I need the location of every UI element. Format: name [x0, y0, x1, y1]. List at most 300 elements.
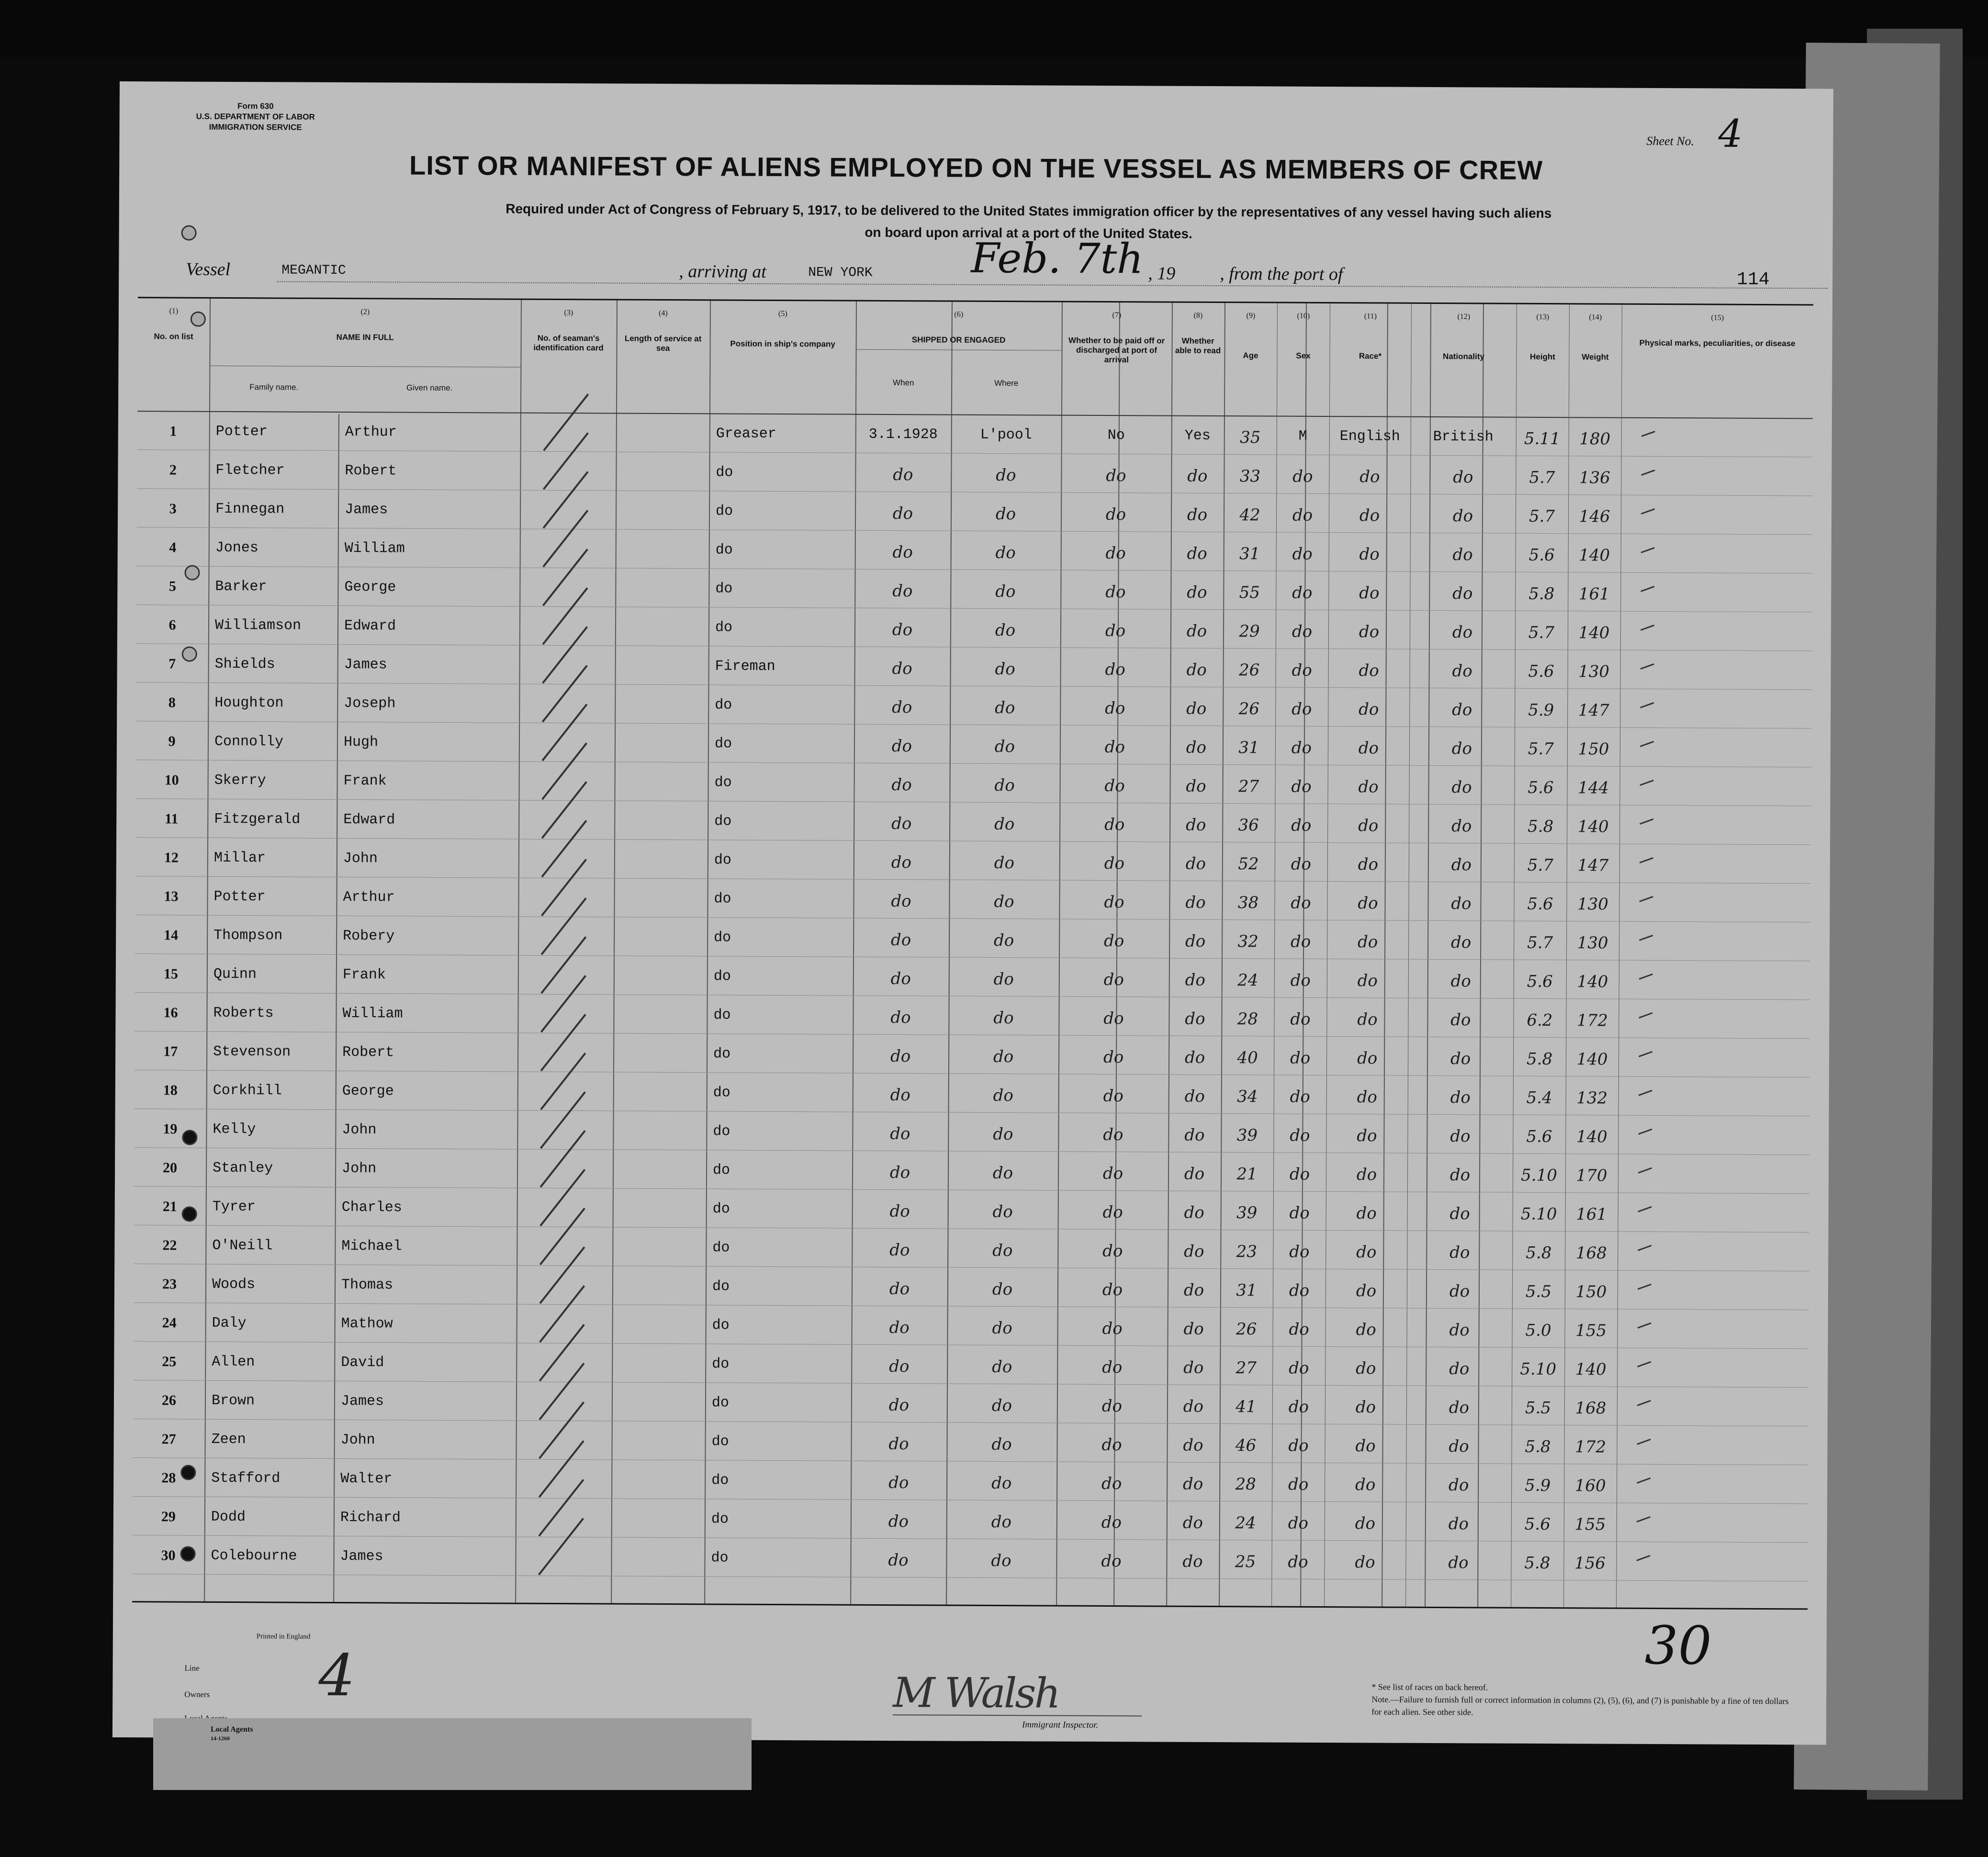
able-to-read: do: [1183, 1319, 1204, 1339]
age: 55: [1239, 583, 1260, 603]
inspector-signature: M Walsh: [893, 1669, 1059, 1718]
column-number: (2): [360, 308, 370, 316]
column-number: (5): [778, 310, 787, 318]
weight: 161: [1576, 1205, 1607, 1224]
weight: 161: [1578, 584, 1610, 604]
weight: 170: [1576, 1166, 1607, 1186]
sex: do: [1290, 1048, 1311, 1068]
nationality: do: [1449, 1320, 1470, 1340]
paid-off: do: [1103, 970, 1124, 990]
row-number: 28: [161, 1470, 176, 1486]
race: do: [1359, 700, 1379, 719]
shipped-when: do: [892, 504, 913, 524]
height: 5.8: [1526, 1049, 1553, 1069]
position: Fireman: [715, 658, 775, 675]
race: do: [1355, 1398, 1376, 1417]
height: 5.6: [1528, 545, 1555, 565]
id-card-header: No. of seaman's identification card: [533, 333, 604, 353]
nationality: do: [1448, 1514, 1469, 1534]
row-number: 24: [162, 1315, 177, 1331]
family-name: Quinn: [213, 966, 257, 983]
footer-notes: [1371, 1680, 1793, 1720]
shipped-where: do: [992, 1241, 1013, 1261]
length-service-header: Length of service at sea: [624, 334, 702, 353]
given-name: Robery: [343, 928, 395, 945]
paid-off: do: [1103, 1047, 1124, 1067]
physical-marks-tick: [1641, 431, 1655, 437]
able-to-read: do: [1184, 1125, 1205, 1145]
shipped-when: do: [888, 1473, 909, 1493]
given-name: Frank: [343, 773, 387, 790]
age: 39: [1236, 1126, 1258, 1145]
year-label: , 19: [1148, 263, 1176, 284]
weight: 140: [1576, 1050, 1608, 1069]
paid-off: do: [1104, 815, 1125, 835]
row-number: 9: [168, 733, 176, 750]
nationality: do: [1452, 661, 1472, 681]
family-name: Fitzgerald: [214, 811, 301, 828]
able-to-read: do: [1186, 776, 1206, 796]
given-name: Arthur: [345, 424, 397, 441]
row-rule: [133, 1496, 1808, 1504]
row-number: 21: [162, 1198, 177, 1215]
position: do: [711, 1433, 729, 1450]
physical-marks-tick: [1639, 1090, 1652, 1096]
family-name: Millar: [213, 850, 266, 867]
shipped-when: do: [888, 1396, 910, 1415]
weight: 132: [1576, 1088, 1608, 1108]
able-to-read: do: [1186, 660, 1207, 680]
race: do: [1357, 1087, 1377, 1107]
row-rule: [135, 1070, 1810, 1077]
row-number: 8: [168, 694, 176, 711]
sex: do: [1289, 1281, 1310, 1300]
row-rule: [133, 1419, 1808, 1426]
shipped-when: do: [888, 1551, 909, 1570]
race: do: [1358, 816, 1379, 836]
race: do: [1359, 622, 1380, 642]
nationality: do: [1450, 1127, 1471, 1146]
shipped-when: do: [890, 1047, 911, 1066]
printed-note: Printed in England: [256, 1633, 311, 1641]
age: 21: [1236, 1164, 1258, 1184]
race: do: [1356, 1165, 1377, 1185]
paid-off: do: [1101, 1396, 1123, 1416]
sex: do: [1292, 622, 1313, 641]
able-to-read: do: [1183, 1280, 1204, 1300]
paid-off: do: [1103, 1086, 1123, 1106]
sex: do: [1289, 1242, 1310, 1262]
family-name: Zeen: [211, 1431, 246, 1448]
able-to-read: do: [1185, 970, 1206, 990]
where-header: Where: [994, 378, 1019, 388]
age: 32: [1237, 932, 1258, 951]
paid-off: do: [1104, 737, 1125, 757]
paid-off: do: [1101, 1551, 1122, 1571]
given-name: Hugh: [343, 734, 379, 751]
punch-hole: [181, 225, 197, 241]
row-rule: [135, 992, 1810, 1000]
sex: do: [1289, 1358, 1309, 1378]
family-name: Brown: [211, 1392, 255, 1410]
able-to-read: do: [1184, 1048, 1205, 1067]
family-name: Skerry: [214, 772, 266, 789]
given-name: John: [342, 1122, 377, 1139]
position: do: [714, 852, 732, 869]
punch-hole: [180, 1465, 196, 1480]
able-to-read: do: [1185, 931, 1206, 951]
paid-off: do: [1104, 776, 1125, 796]
nationality: do: [1449, 1282, 1470, 1301]
shipped-where: do: [992, 1279, 1013, 1299]
shipped-when: do: [891, 775, 912, 795]
position: do: [713, 1007, 731, 1024]
able-to-read: Yes: [1184, 427, 1211, 444]
sex: do: [1288, 1475, 1309, 1494]
physical-marks-tick: [1639, 935, 1653, 941]
row-rule: [135, 837, 1811, 845]
paid-off: do: [1101, 1474, 1122, 1494]
height: 5.9: [1525, 1476, 1551, 1496]
row-rule: [135, 1108, 1810, 1116]
handwritten-line-mark: 4: [318, 1642, 356, 1710]
given-name: Robert: [342, 1044, 394, 1061]
row-number: 29: [161, 1509, 176, 1525]
race: English: [1339, 428, 1400, 445]
given-name: James: [344, 657, 387, 673]
sex: do: [1291, 854, 1312, 874]
family-name-header: Family name.: [249, 382, 299, 392]
family-name: Allen: [212, 1354, 255, 1371]
family-name: Thompson: [213, 927, 283, 944]
race-header: Race*: [1359, 351, 1382, 361]
physical-marks-tick: [1637, 1361, 1651, 1367]
column-rule: [1405, 304, 1412, 1607]
race: do: [1355, 1436, 1376, 1456]
family-name: Shields: [214, 656, 275, 673]
shipped-where: do: [992, 1202, 1013, 1222]
row-rule: [133, 1535, 1808, 1543]
sheet-number: 4: [1718, 111, 1743, 156]
physical-marks-tick: [1640, 625, 1654, 631]
shipped-when: do: [890, 969, 911, 989]
given-name: James: [340, 1548, 383, 1565]
row-number: 6: [168, 617, 176, 633]
row-rule: [134, 1225, 1809, 1232]
sex: do: [1292, 544, 1313, 564]
vessel-label: Vessel: [186, 259, 231, 280]
physical-marks-tick: [1640, 663, 1654, 670]
service: IMMIGRATION SERVICE: [209, 122, 302, 132]
row-rule: [137, 449, 1813, 457]
shipped-where: do: [993, 1085, 1013, 1106]
given-name: Joseph: [344, 695, 396, 712]
row-number: 19: [163, 1121, 178, 1137]
row-number: 25: [162, 1354, 177, 1370]
race: do: [1359, 506, 1380, 526]
race: do: [1357, 1126, 1377, 1146]
column-number: (8): [1193, 311, 1203, 320]
given-name: James: [340, 1393, 384, 1410]
arrival-date-handwritten: Feb. 7th: [971, 234, 1144, 283]
nationality-header: Nationality: [1443, 352, 1485, 361]
paid-off: do: [1102, 1357, 1123, 1377]
nationality: do: [1451, 855, 1472, 875]
position: Greaser: [716, 425, 776, 442]
list-number: 114: [1737, 269, 1770, 291]
shipped-where: do: [993, 1008, 1014, 1028]
family-name: Roberts: [213, 1005, 274, 1022]
shipped-when: do: [891, 853, 912, 873]
shipped-when: do: [888, 1512, 909, 1532]
name-sub-rule: [209, 366, 520, 368]
age: 31: [1238, 738, 1259, 758]
paid-off: do: [1105, 660, 1125, 680]
column-rule: [1511, 304, 1517, 1607]
family-name: Finnegan: [215, 501, 285, 518]
weight: 130: [1577, 895, 1609, 914]
age: 33: [1239, 467, 1261, 486]
vessel-line: [119, 234, 1832, 300]
physical-marks-tick: [1637, 1400, 1651, 1406]
shipped-when: do: [888, 1434, 909, 1454]
row-rule: [134, 1264, 1809, 1271]
height: 5.11: [1524, 429, 1561, 449]
age: 31: [1239, 544, 1260, 564]
column-number: (4): [659, 309, 668, 317]
age: 27: [1238, 777, 1259, 796]
position: do: [711, 1511, 729, 1528]
position: do: [713, 1123, 730, 1140]
column-number: (3): [564, 309, 573, 317]
shipped-where: do: [991, 1512, 1012, 1532]
race: do: [1356, 1242, 1377, 1262]
position: do: [713, 968, 731, 985]
height: 5.7: [1528, 506, 1555, 526]
weight: 130: [1578, 662, 1610, 682]
row-number: 18: [163, 1082, 178, 1098]
punch-hole: [180, 1546, 196, 1562]
position: do: [714, 736, 732, 752]
weight: 144: [1578, 778, 1609, 798]
race: do: [1359, 661, 1379, 681]
position: do: [715, 697, 732, 714]
height: 5.7: [1527, 933, 1553, 953]
inspector-label: Immigrant Inspector.: [1022, 1720, 1099, 1730]
height: 5.7: [1527, 855, 1553, 875]
nationality: British: [1433, 428, 1494, 446]
sex: do: [1291, 893, 1311, 913]
physical-marks-tick: [1640, 586, 1654, 592]
given-name: Mathow: [341, 1316, 393, 1332]
row-rule: [136, 682, 1812, 690]
height: 5.10: [1520, 1204, 1557, 1224]
family-name: Dodd: [211, 1509, 246, 1526]
age: 28: [1237, 1009, 1258, 1029]
height: 5.6: [1528, 778, 1554, 798]
height: 5.8: [1525, 1437, 1551, 1457]
paid-off: do: [1102, 1241, 1123, 1261]
owners-label: Owners: [184, 1689, 210, 1699]
nationality: do: [1449, 1437, 1469, 1456]
form-heading: [196, 101, 315, 133]
given-name: John: [340, 1432, 375, 1449]
position: do: [713, 1046, 731, 1063]
header-rule: [137, 411, 1813, 419]
age: 40: [1237, 1048, 1258, 1068]
row-number: 23: [162, 1276, 177, 1292]
weight: 156: [1574, 1554, 1606, 1573]
able-to-read: do: [1187, 582, 1207, 602]
row-rule: [134, 1147, 1809, 1155]
row-number: 12: [164, 850, 179, 866]
height: 5.6: [1528, 661, 1554, 682]
race: do: [1356, 1320, 1376, 1340]
sex: do: [1291, 816, 1312, 835]
row-number: 14: [164, 927, 179, 943]
able-to-read: do: [1184, 1164, 1205, 1184]
weight: 168: [1575, 1243, 1607, 1263]
nationality: do: [1452, 584, 1473, 604]
height: 5.6: [1527, 894, 1553, 914]
race: do: [1357, 1049, 1378, 1068]
arriving-label: , arriving at: [679, 261, 766, 282]
race: do: [1355, 1475, 1376, 1495]
shipped-where: do: [995, 504, 1016, 524]
weight: 172: [1575, 1437, 1606, 1457]
row-number: 11: [165, 811, 179, 827]
given-name: James: [345, 502, 388, 518]
age: 36: [1238, 816, 1259, 835]
height: 5.10: [1520, 1359, 1557, 1379]
family-name: Barker: [215, 578, 267, 595]
height-header: Height: [1530, 352, 1555, 362]
sex: do: [1289, 1203, 1310, 1223]
column-number: (13): [1536, 313, 1550, 322]
shipped-sub-rule: [856, 349, 1062, 351]
nationality: do: [1449, 1204, 1470, 1224]
age: 27: [1235, 1358, 1257, 1378]
paid-off: do: [1105, 543, 1126, 563]
sex: do: [1288, 1436, 1309, 1455]
shipped-when: do: [890, 1124, 910, 1144]
row-number: 10: [164, 772, 179, 788]
nationality: do: [1452, 506, 1473, 526]
shipped-when: do: [893, 465, 913, 485]
paid-off: do: [1106, 466, 1126, 486]
shipped-where: do: [994, 892, 1014, 912]
position-header: Position in ship's company: [730, 339, 835, 349]
shipped-when: do: [890, 1008, 911, 1028]
row-number: 30: [161, 1547, 176, 1564]
race: do: [1358, 894, 1378, 913]
age: 29: [1239, 622, 1260, 641]
row-number: 2: [169, 462, 177, 478]
when-header: When: [893, 378, 914, 388]
nationality: do: [1451, 894, 1471, 914]
age: 46: [1235, 1436, 1257, 1455]
column-number: (11): [1364, 312, 1377, 321]
weight: 160: [1574, 1476, 1606, 1496]
from-port-label: , from the port of: [1220, 264, 1343, 285]
weight: 172: [1576, 1011, 1608, 1030]
shipped-when: do: [892, 582, 913, 601]
shipped-when: do: [891, 737, 912, 756]
nationality: do: [1450, 1010, 1471, 1030]
row-number: 1: [169, 423, 177, 439]
paid-off: do: [1104, 853, 1125, 873]
race: do: [1358, 777, 1379, 797]
column-rule: [204, 299, 211, 1601]
weight: 140: [1578, 623, 1610, 643]
sex: do: [1288, 1513, 1309, 1533]
column-rule: [850, 302, 857, 1604]
shipped-when: do: [889, 1279, 910, 1299]
weight: 155: [1575, 1321, 1607, 1341]
shipped-where: do: [992, 1357, 1012, 1377]
family-name: Colebourne: [211, 1547, 297, 1565]
column-rule: [1616, 305, 1622, 1608]
column-number: (1): [169, 307, 179, 315]
physical-marks-tick: [1641, 470, 1655, 476]
able-to-read: do: [1187, 505, 1208, 525]
family-name: Jones: [215, 539, 258, 557]
scan-background: [0, 0, 1988, 57]
able-to-read: do: [1186, 621, 1207, 641]
physical-marks-tick: [1639, 896, 1653, 902]
sex: do: [1290, 971, 1311, 990]
sex: do: [1292, 467, 1313, 486]
sex: do: [1288, 1552, 1308, 1572]
weight: 136: [1579, 468, 1610, 488]
able-to-read: do: [1183, 1358, 1204, 1377]
age: 23: [1236, 1242, 1258, 1262]
given-name: George: [342, 1083, 394, 1100]
row-number: 17: [163, 1043, 178, 1060]
paid-off: do: [1102, 1319, 1123, 1339]
shipped-when: do: [892, 620, 913, 640]
row-number: 5: [168, 578, 176, 594]
shipped-where: do: [992, 1318, 1012, 1338]
family-name: O'Neill: [212, 1237, 273, 1254]
given-name-header: Given name.: [406, 383, 453, 393]
height: 5.8: [1526, 1243, 1552, 1263]
family-name: Woods: [212, 1276, 256, 1293]
given-name: Richard: [340, 1510, 401, 1526]
nationality: do: [1450, 1049, 1471, 1069]
family-name: Daly: [212, 1315, 247, 1332]
able-to-read: do: [1185, 893, 1206, 912]
nationality: do: [1452, 545, 1473, 565]
weight: 140: [1577, 817, 1609, 837]
shipped-where: do: [994, 853, 1015, 873]
age-header: Age: [1243, 351, 1258, 360]
paid-off: do: [1102, 1280, 1123, 1300]
row-rule: [136, 721, 1811, 728]
able-to-read: do: [1186, 738, 1207, 757]
sex: do: [1288, 1397, 1309, 1417]
physical-marks-tick: [1638, 1206, 1652, 1212]
able-to-read: do: [1182, 1513, 1203, 1533]
row-number: 20: [163, 1160, 178, 1176]
height: 5.8: [1528, 817, 1554, 837]
height: 5.6: [1527, 972, 1553, 992]
able-to-read: do: [1184, 1203, 1204, 1222]
physical-marks-header: Physical marks, peculiarities, or disease: [1639, 338, 1796, 348]
age: 24: [1237, 971, 1258, 990]
row-number: 15: [163, 966, 178, 982]
shipped-where: do: [993, 930, 1014, 951]
